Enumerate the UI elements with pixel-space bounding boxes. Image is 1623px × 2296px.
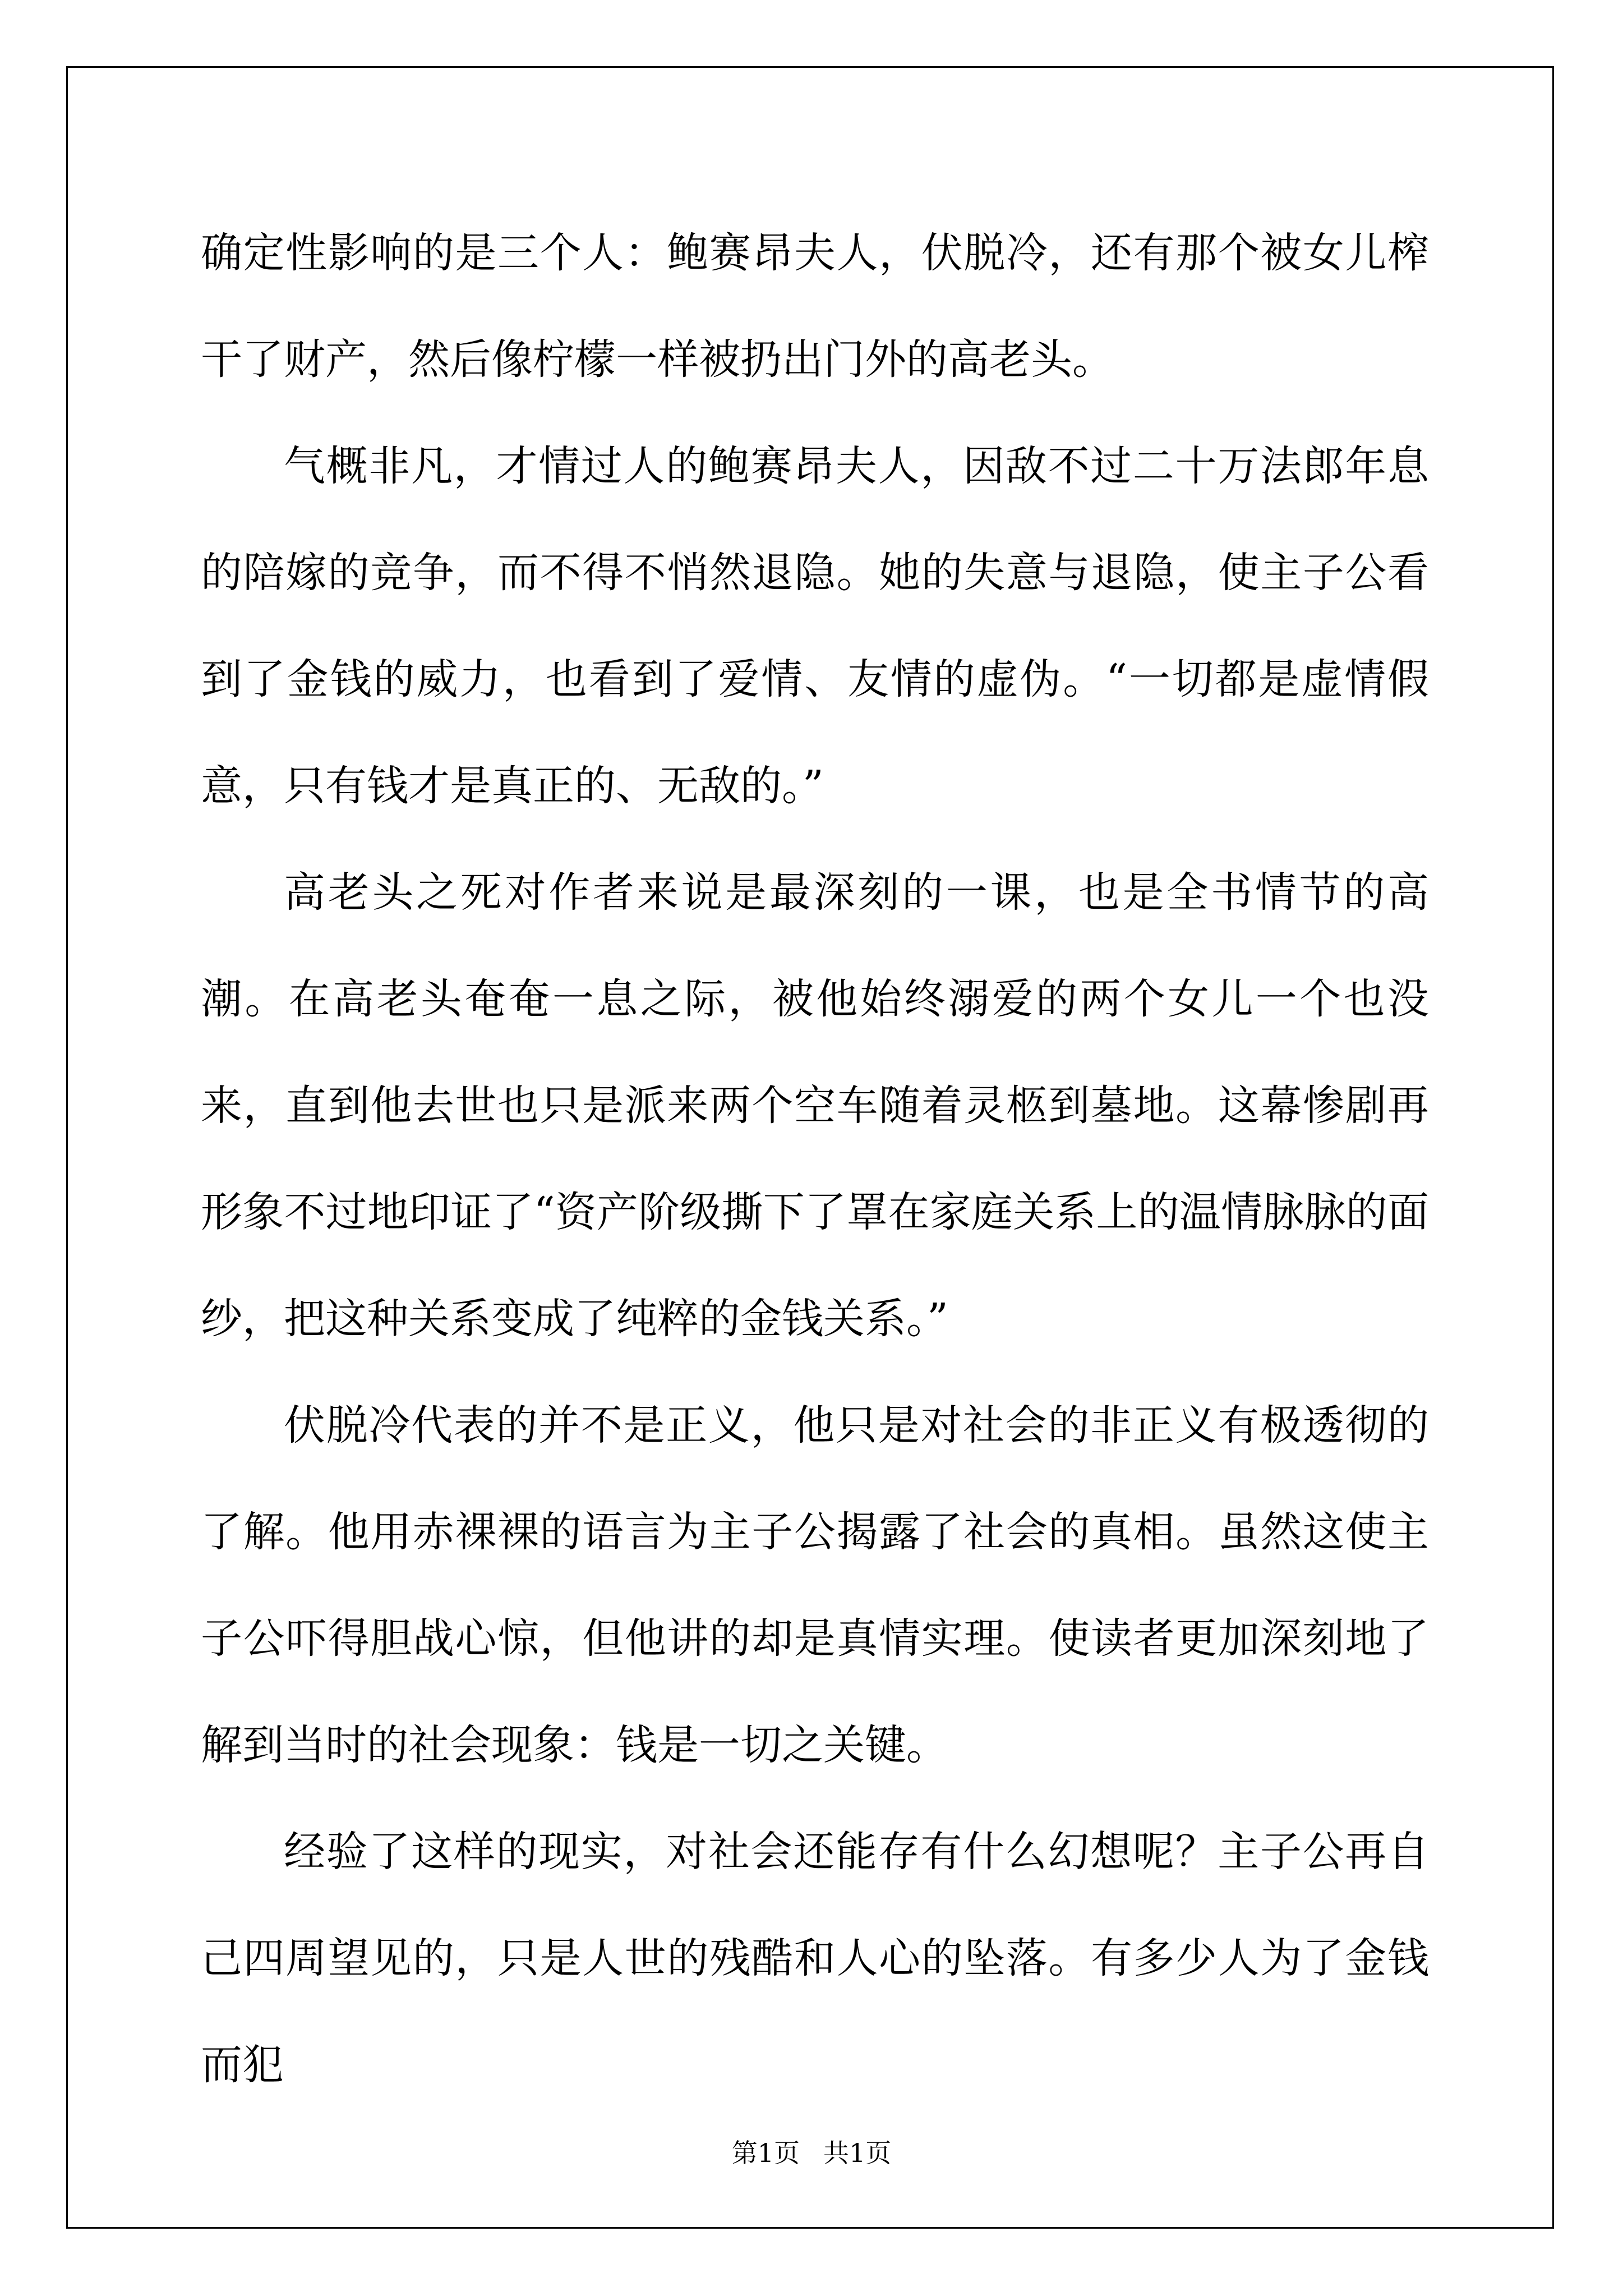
document-body (201, 200, 1429, 2118)
page-total: 共1页 (823, 2138, 892, 2168)
paragraph-4: 伏脱冷代表的并不是正义，他只是对社会的非正义有极透彻的了解。他用赤裸裸的语言为主子公揭露了社会的真相。虽然这使主子公吓得胆战心惊，但他讲的却是真情实理。使读者更加深刻地了解到当时的社会现象：钱是一切之关键。 (201, 1401, 1429, 1769)
paragraph-5: 经验了这样的现实，对社会还能存有什么幻想呢？主子公再自己四周望见的，只是人世的残酷和人心的坠落。有多少人为了金钱而犯 (201, 1828, 1429, 2089)
page-footer (0, 2136, 1623, 2170)
paragraph-1: 确定性影响的是三个人：鲍赛昂夫人，伏脱冷，还有那个被女儿榨干了财产，然后像柠檬一样被扔出门外的高老头。 (201, 229, 1429, 384)
paragraph-2: 气概非凡，才情过人的鲍赛昂夫人，因敌不过二十万法郎年息的陪嫁的竞争，而不得不悄然退隐。她的失意与退隐，使主子公看到了金钱的威力，也看到了爱情、友情的虚伪。“一切都是虚情假意，只有钱才是真正的、无敌的。” (201, 442, 1429, 810)
page-number: 第1页 (731, 2138, 800, 2168)
paragraph-3: 高老头之死对作者来说是最深刻的一课，也是全书情节的高潮。在高老头奄奄一息之际，被他始终溺爱的两个女儿一个也没来，直到他去世也只是派来两个空车随着灵柩到墓地。这幕惨剧再形象不过地印证了“资产阶级撕下了罩在家庭关系上的温情脉脉的面纱，把这种关系变成了纯粹的金钱关系。” (201, 868, 1429, 1343)
